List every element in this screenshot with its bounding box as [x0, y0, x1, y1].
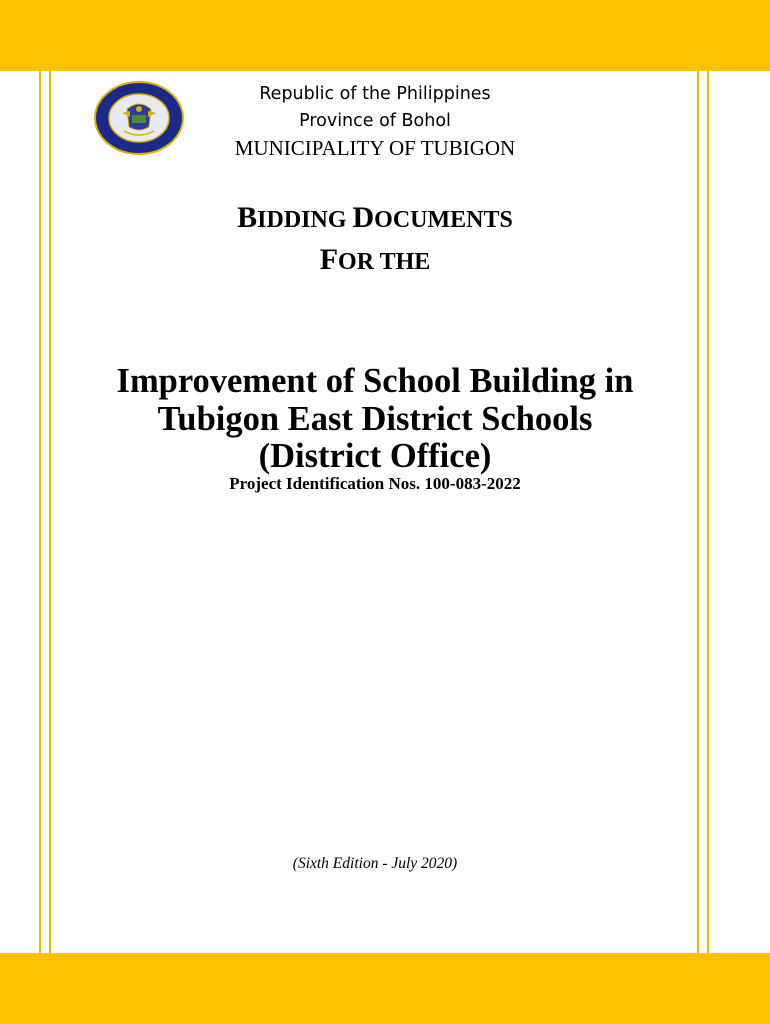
project-identification: Project Identification Nos. 100-083-2022 — [229, 474, 521, 493]
top-accent-band — [0, 0, 770, 71]
document-title-line2: FOR THE — [319, 243, 431, 276]
document-title-line1: BIDDING DOCUMENTS — [237, 201, 513, 234]
municipality-heading: MUNICIPALITY OF TUBIGON — [234, 136, 516, 160]
province-heading: Province of Bohol — [299, 111, 451, 131]
project-title-line3: (District Office) — [258, 437, 492, 475]
project-title-line1: Improvement of School Building in — [116, 362, 634, 400]
republic-heading: Republic of the Philippines — [259, 84, 491, 104]
edition-note: (Sixth Edition - July 2020) — [292, 855, 458, 872]
bottom-accent-band — [0, 953, 770, 1024]
project-title-line2: Tubigon East District Schools — [157, 400, 593, 438]
